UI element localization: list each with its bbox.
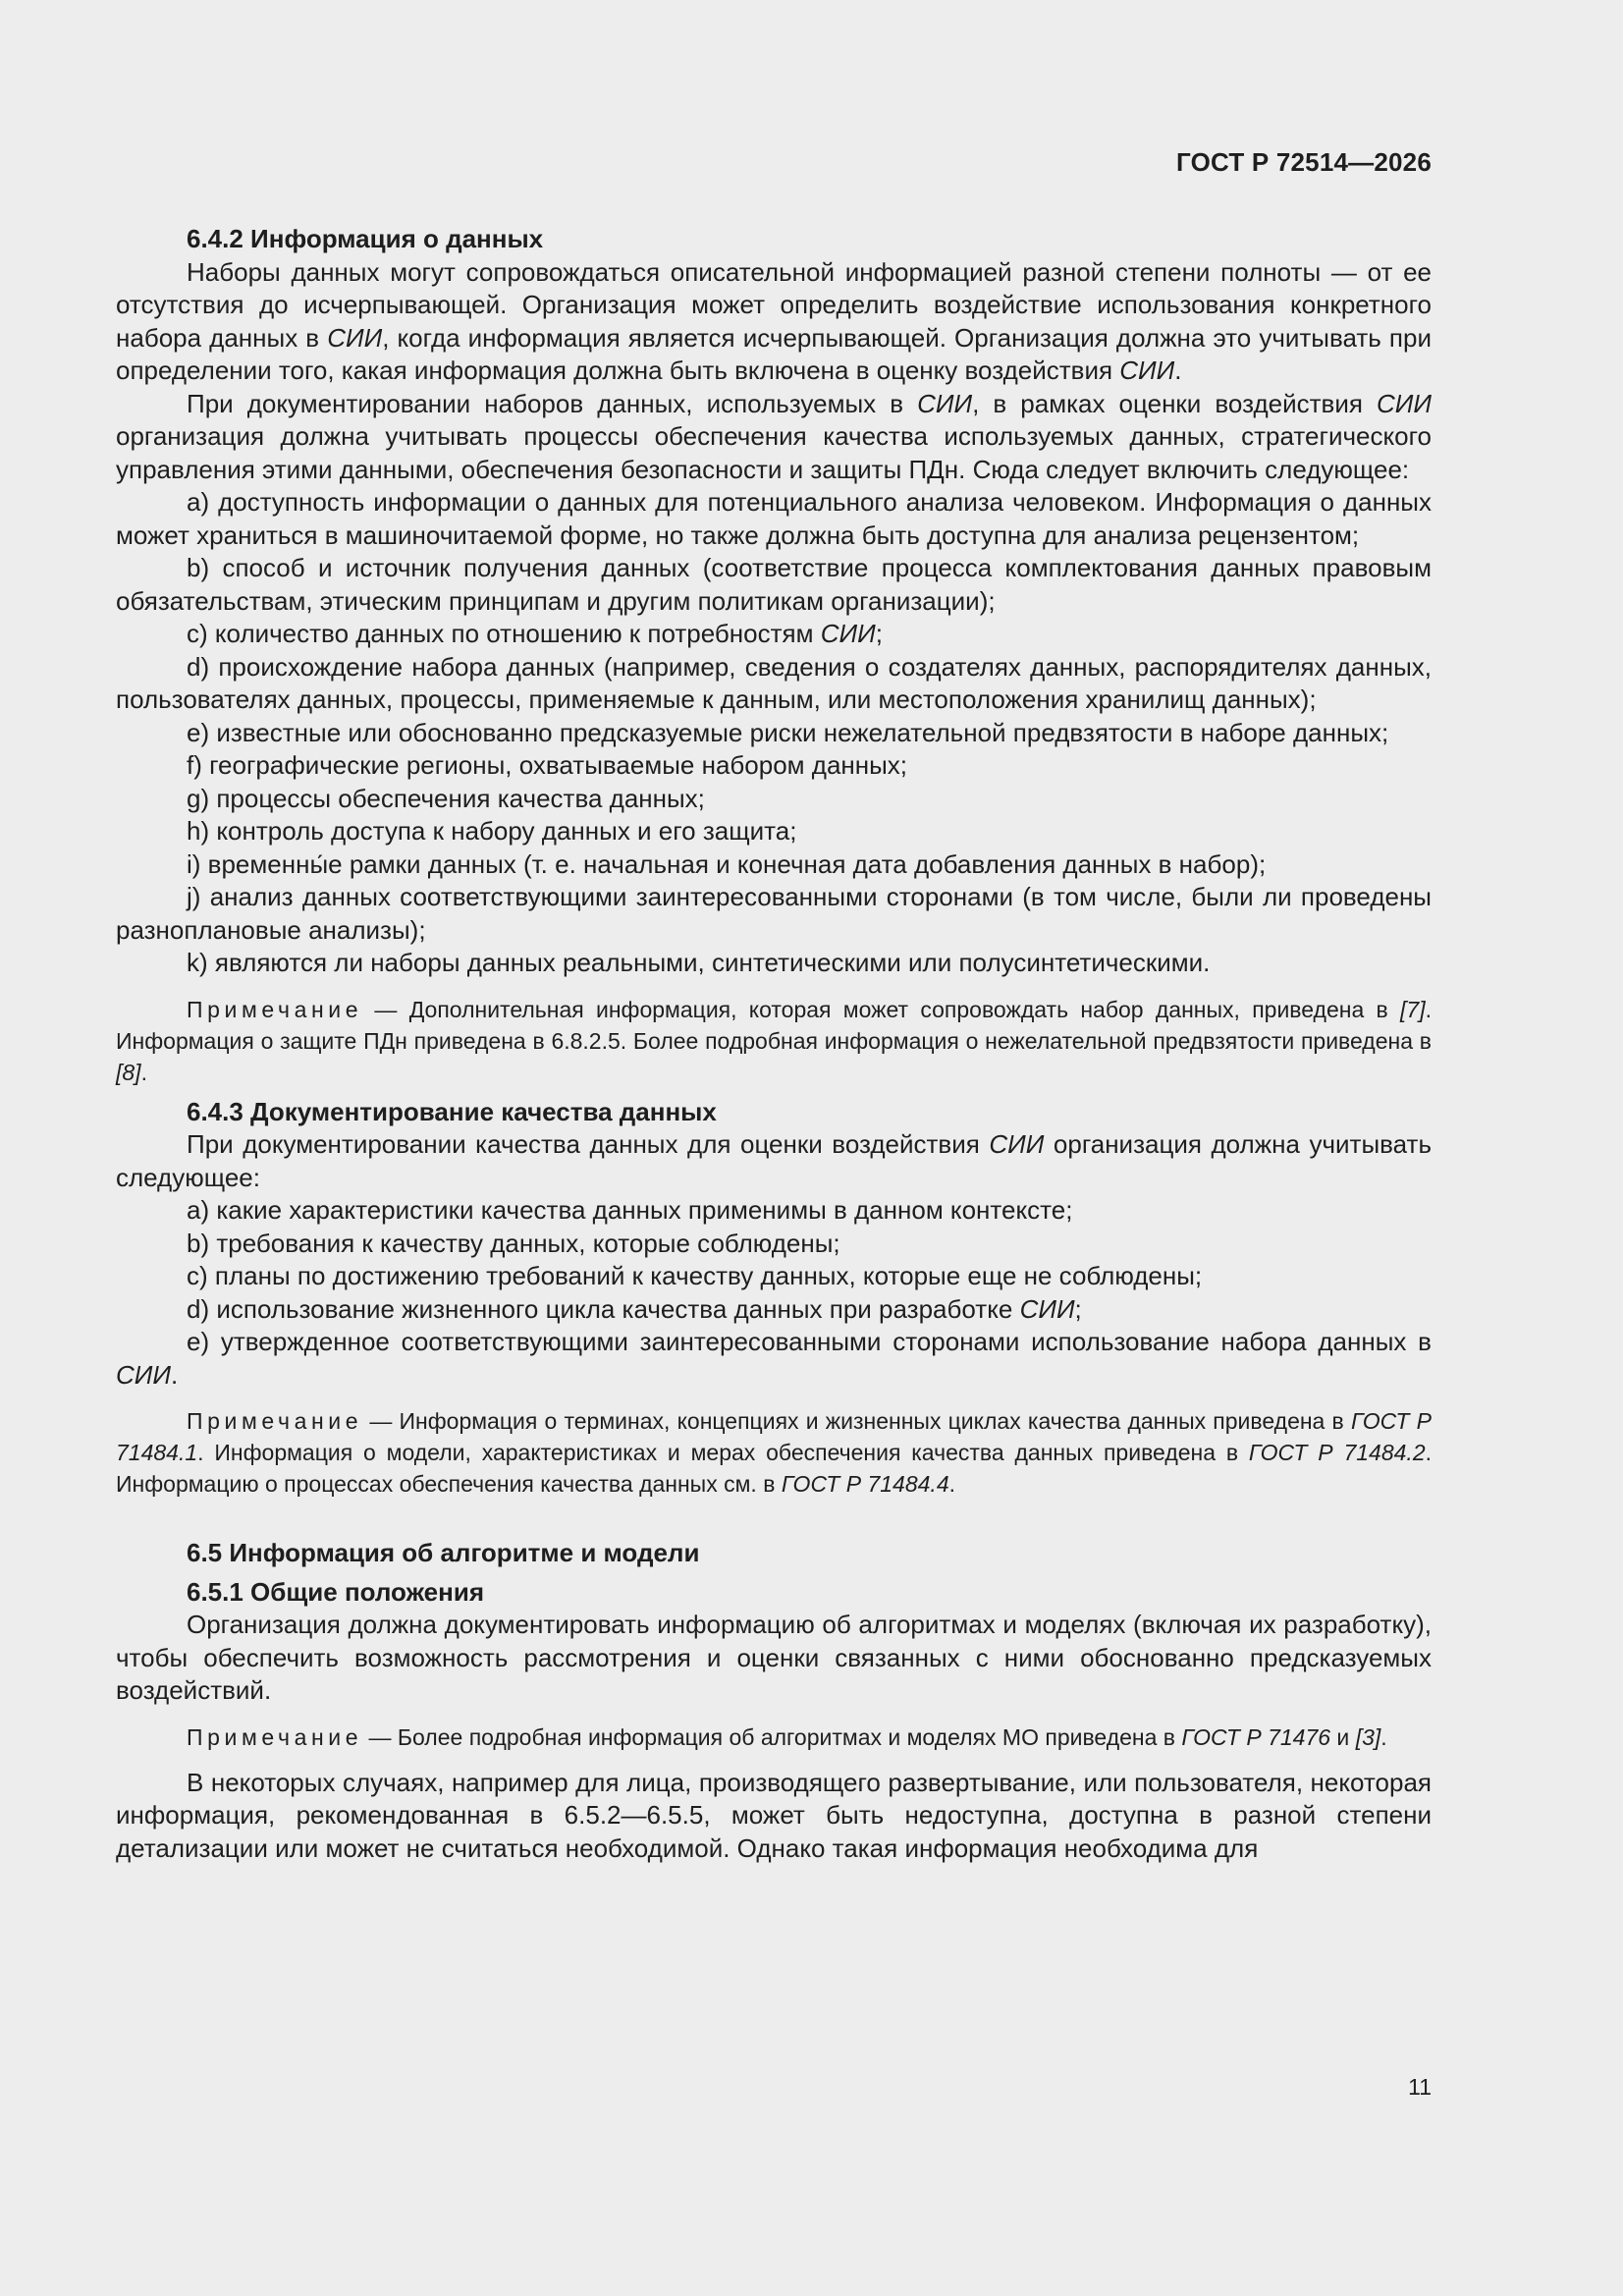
- reference-link: ГОСТ Р 71484.4: [781, 1471, 949, 1497]
- list-item-a: a) какие характеристики качества данных применимы в данном контексте;: [187, 1195, 1073, 1225]
- list-item-e: e) известные или обоснованно предсказуемые риски нежелательной предвзятости в наборе данных;: [187, 717, 1389, 747]
- reference-link: [8]: [116, 1059, 141, 1085]
- page-number: 11: [1408, 2074, 1432, 2100]
- list-item-b: b) способ и источник получения данных (соответствие процесса комплектования данных правовым обязательствам, этическим принципам и другим политикам организации);: [116, 553, 1432, 616]
- section-6-5-1-note: Примечание — Более подробная информация об алгоритмах и моделях МО приведена в ГОСТ Р 71476 и [3].: [187, 1723, 1387, 1750]
- list-item-i: i) временны́е рамки данных (т. е. начальная и конечная дата добавления данных в набор);: [187, 848, 1267, 879]
- section-6-4-2-note: Примечание — Дополнительная информация, которая может сопровождать набор данных, приведена в [7]. Информация о защите ПДн приведена в 6.8.2.5. Более подробная информация о нежелательной предвзятости приведена в [8].: [116, 996, 1432, 1085]
- reference-link: [3]: [1355, 1723, 1381, 1750]
- reference-link: ГОСТ Р 71476: [1181, 1723, 1331, 1750]
- section-6-5-1-paragraph-1: Организация должна документировать информацию об алгоритмах и моделях (включая их разработку), чтобы обеспечить возможность рассмотрения и оценки связанных с ними обоснованно предсказуемых воздействий.: [116, 1610, 1432, 1705]
- list-item-g: g) процессы обеспечения качества данных;: [187, 783, 705, 813]
- list-item-f: f) географические регионы, охватываемые набором данных;: [187, 750, 908, 780]
- list-item-j: j) анализ данных соответствующими заинтересованными сторонами (в том числе, были ли проведены разноплановые анализы);: [116, 882, 1432, 945]
- list-item-c: c) планы по достижению требований к качеству данных, которые еще не соблюдены;: [187, 1261, 1203, 1290]
- section-6-4-3-note: Примечание — Информация о терминах, концепциях и жизненных циклах качества данных приведена в ГОСТ Р 71484.1. Информация о модели, характеристиках и мерах обеспечения качества данных приведена в ГОСТ Р 71484.2. Информацию о процессах обеспечения качества данных см. в ГОСТ Р 71484.4.: [116, 1408, 1433, 1497]
- section-spacer: [116, 1507, 1432, 1537]
- list-item-c: c) количество данных по отношению к потребностям СИИ;: [187, 619, 883, 648]
- reference-link: ГОСТ Р 71484.1: [116, 1408, 1433, 1465]
- list-item-k: k) являются ли наборы данных реальными, синтетическими или полусинтетическими.: [187, 948, 1211, 977]
- section-6-4-3-heading: 6.4.3 Документирование качества данных: [187, 1096, 717, 1126]
- list-item-d: d) использование жизненного цикла качества данных при разработке СИИ;: [187, 1293, 1082, 1324]
- section-6-5-1-paragraph-2: В некоторых случаях, например для лица, производящего развертывание, или пользователя, некоторая информация, рекомендованная в 6.5.2—6.5.5, может быть недоступна, доступна в разной степени детализации или может не считаться необходимой. Однако такая информация необходима для: [116, 1767, 1432, 1863]
- section-6-5-heading: 6.5 Информация об алгоритме и модели: [187, 1538, 700, 1567]
- section-6-4-3-paragraph-1: При документировании качества данных для оценки воздействия СИИ организация должна учитывать следующее:: [116, 1129, 1432, 1192]
- page-content: [116, 223, 1432, 1865]
- list-item-b: b) требования к качеству данных, которые соблюдены;: [187, 1228, 840, 1258]
- section-6-4-2-paragraph-1: Наборы данных могут сопровождаться описательной информацией разной степени полноты — от ее отсутствия до исчерпывающей. Организация может определить воздействие использования конкретного набора данных в СИИ, когда информация является исчерпывающей. Организация должна это учитывать при определении того, какая информация должна быть включена в оценку воздействия СИИ.: [116, 256, 1432, 385]
- list-item-a: a) доступность информации о данных для потенциального анализа человеком. Информация о данных может храниться в машиночитаемой форме, но также должна быть доступна для анализа рецензентом;: [116, 487, 1432, 550]
- section-6-4-2-heading: 6.4.2 Информация о данных: [187, 224, 544, 253]
- reference-link: ГОСТ Р 71484.2: [1248, 1440, 1426, 1465]
- document-page: [116, 0, 1432, 2296]
- section-6-4-2-paragraph-2: При документировании наборов данных, используемых в СИИ, в рамках оценки воздействия СИИ организация должна учитывать процессы обеспечения качества используемых данных, стратегического управления этими данными, обеспечения безопасности и защиты ПДн. Сюда следует включить следующее:: [116, 388, 1432, 484]
- list-item-e: e) утвержденное соответствующими заинтересованными сторонами использование набора данных в СИИ.: [116, 1327, 1432, 1390]
- reference-link: [7]: [1400, 996, 1426, 1022]
- section-6-5-1-heading: 6.5.1 Общие положения: [187, 1576, 484, 1607]
- document-id-header: ГОСТ Р 72514—2026: [1176, 147, 1432, 177]
- list-item-d: d) происхождение набора данных (например, сведения о создателях данных, распорядителях данных, пользователях данных, процессы, применяемые к данным, или местоположения хранилищ данных);: [116, 651, 1432, 714]
- list-item-h: h) контроль доступа к набору данных и его защита;: [187, 816, 797, 846]
